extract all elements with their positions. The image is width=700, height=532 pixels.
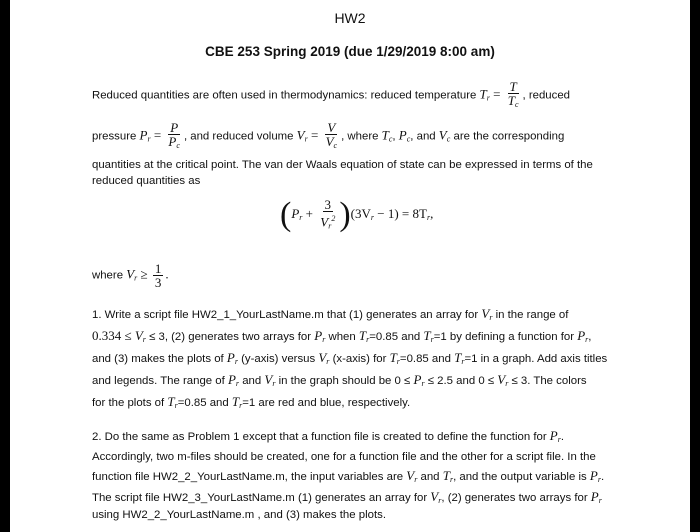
where-line: where $V_r$ ≥ $\frac{1}{3}$ . [92,261,169,290]
problem-2-line-5: using HW2_2_YourLastName.m , and (3) makes the plots. [92,509,386,521]
problem-2-line-4: The script file HW2_3_YourLastName.m (1) generates an array for $V_r$, (2) generates two arrays for $P_r$ [92,489,602,505]
problem-2-line-3: function file HW2_2_YourLastName.m, the input variables are $V_r$ and $T_r$, and the output variable is $P_r$. [92,468,605,484]
intro-line-4: reduced quantities as [92,175,201,187]
document-page [10,0,690,532]
intro-line-1: Reduced quantities are often used in thermodynamics: reduced temperature $T_r$ = $\frac{T}{T_c}$ , reduced [92,79,571,109]
hw-title: HW2 [334,10,366,26]
course-title: CBE 253 Spring 2019 (due 1/29/2019 8:00 am) [205,44,495,59]
problem-2-line-1: 2. Do the same as Problem 1 except that a function file is created to define the function for $P_r$. [92,428,565,444]
problem-1-line-3: and (3) makes the plots of $P_r$ (y-axis) versus $V_r$ (x-axis) for $T_r=0.85$ and $T_r=1$ in a graph. Add axis titles [92,350,608,366]
problem-1-line-1: 1. Write a script file HW2_1_YourLastName.m that (1) generates an array for $V_r$ in the range of [92,306,569,322]
van-der-waals-equation: ($P_r$ + $\frac{3}{V_r^2}$ )$(3V_r - 1) = 8T_r$, [280,196,434,234]
intro-line-2: pressure $P_r$ = $\frac{P}{P_c}$ , and reduced volume $V_r$ = $\frac{V}{V_c}$ , where $T_c$, $P_c$, and $V_c$ are the corresponding [92,120,565,150]
problem-2-line-2: Accordingly, two m-files should be created, one for a function file and the other for a script file. In the [92,451,596,463]
intro-line-3: quantities at the critical point. The van der Waals equation of state can be expressed in terms of the [92,159,593,171]
problem-1-line-4: and legends. The range of $P_r$ and $V_r$ in the graph should be $0 \le P_r \le 2.5$ and $0 \le V_r \le 3$. The colors [92,372,587,388]
problem-1-line-2: $0.334 \le V_r \le 3$, (2) generates two arrays for $P_r$ when $T_r=0.85$ and $T_r=1$ by defining a function for $P_r$, [92,328,592,344]
problem-1-line-5: for the plots of $T_r=0.85$ and $T_r=1$ are red and blue, respectively. [92,394,411,410]
